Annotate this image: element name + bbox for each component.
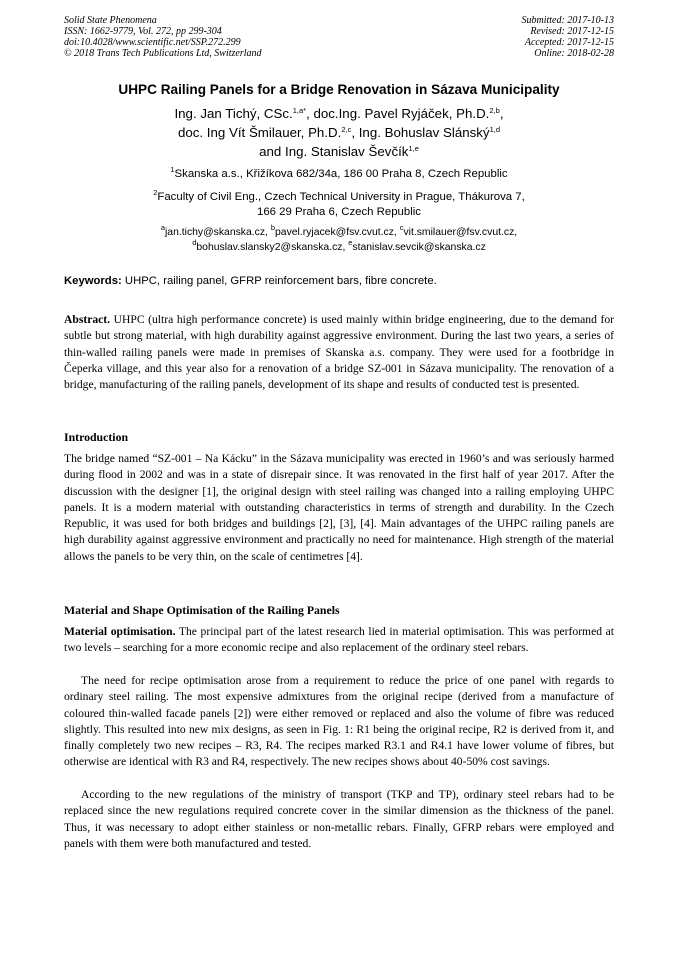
author-sup: 2,b: [489, 106, 500, 115]
email-link[interactable]: stanislav.sevcik@skanska.cz: [352, 242, 486, 253]
aff-sup: 1: [170, 165, 175, 174]
author-name: , doc.Ing. Pavel Ryjáček, Ph.D.: [306, 106, 490, 121]
email-link[interactable]: pavel.ryjacek@fsv.cvut.cz,: [275, 227, 400, 238]
submitted-date: Submitted: 2017-10-13: [521, 15, 614, 26]
material-paragraph-2: The need for recipe optimisation arose from a requirement to reduce the price of one panel with regards to ordinary steel railing. The most expensive admixtures from the original recipe (derived from a manufacture of coloured thin-walled facade panels [2]) were either removed or replaced and also the volume of fibre was reduced slightly. This resulted into new mix designs, as seen in Fig. 1: R1 being the original recipe, R2 is derived from it, and finally completely two new recipes – R3, R4. The recipes marked R3.1 and R4.1 have lower volume of fibres, but otherwise are identical with R3 and R4, respectively. The new recipes shows about 40-50% cost savings.: [64, 674, 614, 769]
material-optimisation-label: Material optimisation.: [64, 625, 176, 638]
aff-text: Faculty of Civil Eng., Czech Technical University in Prague, Thákurova 7,: [157, 191, 525, 203]
author-separator: ,: [499, 106, 504, 121]
abstract-text: UHPC (ultra high performance concrete) is used mainly within bridge engineering, due to the demand for subtle but strong material, with high durability against aggressive environment. During the last two years, a series of thin-walled railing panels were made in premises of Skanska a.s. company. They were used for a footbridge in Čeperka village, and this year also for a renovation of a bridge SZ-001 in Sázava municipality. The renovation of a bridge, manufacturing of the railing panels, development of its shape and results of conducted test is presented.: [64, 313, 614, 392]
author-sup: 1,a*: [292, 106, 307, 115]
author-name: doc. Ing Vít Šmilauer, Ph.D.: [177, 125, 342, 140]
aff-sup: 2: [153, 188, 158, 197]
author-sup: 1,e: [408, 144, 419, 153]
author-line-2: [60, 123, 618, 142]
email-line-2: [60, 240, 618, 255]
abstract: [64, 312, 614, 393]
issn: ISSN: 1662-9779, Vol. 272, pp 299-304: [64, 26, 222, 37]
email-link[interactable]: jan.tichy@skanska.cz,: [165, 227, 271, 238]
aff-line: [60, 190, 618, 205]
email-sup: c: [399, 223, 404, 232]
introduction-heading: Introduction: [64, 430, 129, 444]
email-list: [60, 225, 618, 255]
paragraph-text: The principal part of the latest research lied in material optimisation. This was performed at two levels – searching for a more economic recipe and also replacement of the ordinary steel rebars.: [64, 625, 614, 655]
keywords-text: UHPC, railing panel, GFRP reinforcement bars, fibre concrete.: [121, 275, 437, 287]
author-sup: 1,d: [489, 125, 500, 134]
email-sup: a: [160, 223, 165, 232]
author-line-1: [60, 104, 618, 123]
author-sup: 2,c: [341, 125, 352, 134]
material-paragraph-3: According to the new regulations of the ministry of transport (TKP and TP), ordinary steel rebars had to be replaced since the new regulations required concrete cover in the similar dimension as the thickness of the panel. Thus, it was necessary to adopt either stainless or non-metallic rebars. Finally, GFRP rebars were employed and panels with them were both manufactured and tested.: [64, 788, 614, 850]
revised-date: Revised: 2017-12-15: [530, 26, 614, 37]
keywords-label: Keywords:: [64, 275, 122, 287]
author-name: , Ing. Bohuslav Slánský: [351, 125, 490, 140]
paper-title: UHPC Railing Panels for a Bridge Renovation in Sázava Municipality: [118, 82, 560, 97]
online-date: Online: 2018-02-28: [534, 48, 614, 59]
abstract-label: Abstract.: [64, 313, 111, 326]
doi: doi:10.4028/www.scientific.net/SSP.272.299: [64, 37, 241, 48]
aff-line: 166 29 Praha 6, Czech Republic: [256, 206, 421, 218]
email-link[interactable]: vit.smilauer@fsv.cvut.cz,: [403, 227, 518, 238]
affiliation-1: [60, 167, 618, 182]
author-line-3: [60, 142, 618, 161]
affiliation-2: [60, 190, 618, 220]
email-sup: e: [348, 238, 353, 247]
email-sup: d: [192, 238, 197, 247]
material-heading: Material and Shape Optimisation of the Railing Panels: [64, 603, 340, 617]
material-paragraph-1: [64, 624, 614, 657]
aff-text: Skanska a.s., Křižíkova 682/34a, 186 00 Praha 8, Czech Republic: [174, 168, 508, 180]
author-name: Ing. Jan Tichý, CSc.: [174, 106, 293, 121]
email-line-1: [60, 225, 618, 240]
journal-info: [64, 15, 262, 59]
author-name: and Ing. Stanislav Ševčík: [259, 144, 409, 159]
introduction-paragraph: The bridge named “SZ-001 – Na Kácku” in the Sázava municipality was erected in 1960’s and was seriously harmed during flood in 2002 and was in a state of disrepair since. It was renovated in the first half of year 2017. After the discussion with the designer [1], the original design with steel railing was changed into a railing employing UHPC panels. It is a modern material with outstanding characteristics in terms of strength and durability. In the Czech Republic, it was used for both bridges and buildings [2], [3], [4]. Main advantages of the UHPC railing panels are high durability against aggressive environment and practically no need for maintenance. High strength of the material allows the panels to be very thin, on the scale of centimetres [4].: [64, 452, 614, 563]
email-link[interactable]: bohuslav.slansky2@skanska.cz,: [196, 242, 349, 253]
copyright: © 2018 Trans Tech Publications Ltd, Switzerland: [64, 48, 262, 59]
email-sup: b: [270, 223, 276, 232]
dates-info: [522, 15, 615, 59]
keywords: [64, 275, 614, 287]
accepted-date: Accepted: 2017-12-15: [524, 37, 614, 48]
journal-name: Solid State Phenomena: [64, 15, 157, 26]
author-list: [60, 104, 618, 161]
